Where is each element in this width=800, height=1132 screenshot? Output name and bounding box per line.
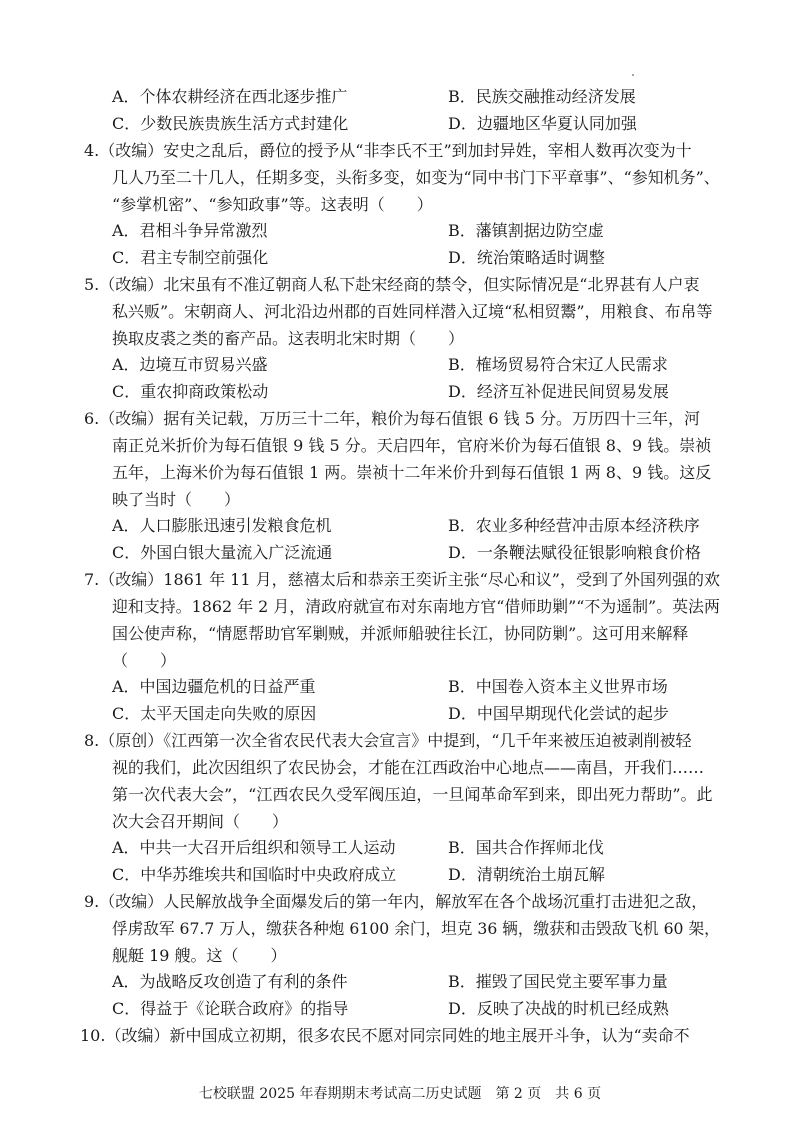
question-6-line-2: 南正兑米折价为每石值银 9 钱 5 分。天启四年，官府米价为每石值银 8、9 钱。崇祯 bbox=[112, 436, 712, 455]
question-6-line-4: 映了当时（ ） bbox=[112, 490, 241, 509]
question-9-line-2: 俘虏敌军 67.7 万人，缴获各种炮 6100 余门，坦克 36 辆，缴获和击毁敌飞机 60 架， bbox=[112, 919, 720, 938]
question-9-option-c: C．得益于《论联合政府》的指导 bbox=[112, 999, 349, 1018]
question-9-option-d: D．反映了决战的时机已经成熟 bbox=[448, 999, 669, 1018]
question-7-option-b: B．中国卷入资本主义世界市场 bbox=[448, 677, 668, 696]
question-6-option-b: B．农业多种经营冲击原本经济秩序 bbox=[448, 516, 700, 535]
question-7-line-2: 迎和支持。1862 年 2 月，清政府就宣布对东南地方官“借师助剿”“不为遥制”。英法两 bbox=[112, 597, 720, 616]
question-9-line-3: 舰艇 19 艘。这（ ） bbox=[112, 946, 287, 965]
question-5-option-d: D．经济互补促进民间贸易发展 bbox=[448, 382, 669, 401]
question-8-option-a: A．中共一大召开后组织和领导工人运动 bbox=[112, 838, 396, 857]
question-4-option-d: D．统治策略适时调整 bbox=[448, 248, 605, 267]
question-5-line-2: 私兴贩”。宋朝商人、河北沿边州郡的百姓同样潜入辽境“私相贸鬻”，用粮食、布帛等 bbox=[112, 302, 713, 321]
question-8-option-d: D．清朝统治土崩瓦解 bbox=[448, 865, 605, 884]
option-a: A．个体农耕经济在西北逐步推广 bbox=[112, 87, 348, 106]
option-d: D．边疆地区华夏认同加强 bbox=[448, 114, 637, 133]
question-8-line-2: 视的我们，此次因组织了农民协会，才能在江西政治中心地点——南昌，开我们…… bbox=[112, 758, 705, 777]
question-7-option-a: A．中国边疆危机的日益严重 bbox=[112, 677, 316, 696]
option-c: C．少数民族贵族生活方式封建化 bbox=[112, 114, 349, 133]
question-8-option-b: B．国共合作挥师北伐 bbox=[448, 838, 604, 857]
question-6-option-a: A．人口膨胀迅速引发粮食危机 bbox=[112, 516, 332, 535]
question-7-option-d: D．中国早期现代化尝试的起步 bbox=[448, 704, 669, 723]
page-footer: 七校联盟 2025 年春期期末考试高二历史试题 第 2 页 共 6 页 bbox=[198, 1086, 602, 1102]
question-6-line-1: 6.（改编）据有关记载，万历三十二年，粮价为每石值银 6 钱 5 分。万历四十三年，河 bbox=[84, 409, 700, 428]
question-9-option-b: B．摧毁了国民党主要军事力量 bbox=[448, 972, 668, 991]
question-8-line-1: 8.（原创）《江西第一次全省农民代表大会宣言》中提到，“几千年来被压迫被剥削被轻 bbox=[84, 731, 692, 750]
question-5-line-3: 换取皮裘之类的畜产品。这表明北宋时期（ ） bbox=[112, 329, 465, 348]
question-5-option-a: A．边境互市贸易兴盛 bbox=[112, 355, 268, 374]
question-5-option-c: C．重农抑商政策松动 bbox=[112, 382, 269, 401]
question-6-option-c: C．外国白银大量流入广泛流通 bbox=[112, 543, 333, 562]
option-b: B．民族交融推动经济发展 bbox=[448, 87, 636, 106]
question-7-option-c: C．太平天国走向失败的原因 bbox=[112, 704, 317, 723]
scan-speck bbox=[632, 74, 634, 76]
question-8-line-4: 次大会召开期间（ ） bbox=[112, 812, 289, 831]
question-4-line-3: “参掌机密”、“参知政事”等。这表明（ ） bbox=[112, 195, 433, 214]
question-10-line-1: 10.（改编）新中国成立初期，很多农民不愿对同宗同姓的地主展开斗争，认为“卖命不 bbox=[80, 1026, 690, 1045]
question-6-line-3: 五年，上海米价为每石值银 1 两。崇祯十二年米价升到每石值银 1 两 8、9 钱。这反 bbox=[112, 463, 712, 482]
question-8-option-c: C．中华苏维埃共和国临时中央政府成立 bbox=[112, 865, 397, 884]
question-4-line-1: 4.（改编）安史之乱后，爵位的授予从“非李氏不王”到加封异姓，宰相人数再次变为十 bbox=[84, 141, 692, 160]
question-9-option-a: A．为战略反攻创造了有利的条件 bbox=[112, 972, 348, 991]
question-7-line-3: 国公使声称，“情愿帮助官军剿贼，并派师船驶往长江，协同防剿”。这可用来解释 bbox=[112, 624, 689, 643]
question-4-line-2: 几人乃至二十几人，任期多变，头衔多变，如变为“同中书门下平章事”、“参知机务”、 bbox=[112, 168, 720, 187]
question-7-line-1: 7.（改编）1861 年 11 月，慈禧太后和恭亲王奕䜣主张“尽心和议”，受到了外国列强的欢 bbox=[84, 570, 720, 589]
question-4-option-b: B．藩镇割据边防空虚 bbox=[448, 221, 604, 240]
question-9-line-1: 9.（改编）人民解放战争全面爆发后的第一年内，解放军在各个战场沉重打击进犯之敌， bbox=[84, 892, 708, 911]
question-5-line-1: 5.（改编）北宋虽有不准辽朝商人私下赴宋经商的禁令，但实际情况是“北界甚有人户衷 bbox=[84, 275, 700, 294]
question-8-line-3: 第一次代表大会”，“江西农民久受军阀压迫，一旦闻革命军到来，即出死力帮助”。此 bbox=[112, 785, 713, 804]
question-6-option-d: D．一条鞭法赋役征银影响粮食价格 bbox=[448, 543, 701, 562]
question-4-option-a: A．君相斗争异常激烈 bbox=[112, 221, 268, 240]
question-7-line-4: （ ） bbox=[112, 651, 177, 670]
question-5-option-b: B．榷场贸易符合宋辽人民需求 bbox=[448, 355, 668, 374]
question-4-option-c: C．君主专制空前强化 bbox=[112, 248, 269, 267]
